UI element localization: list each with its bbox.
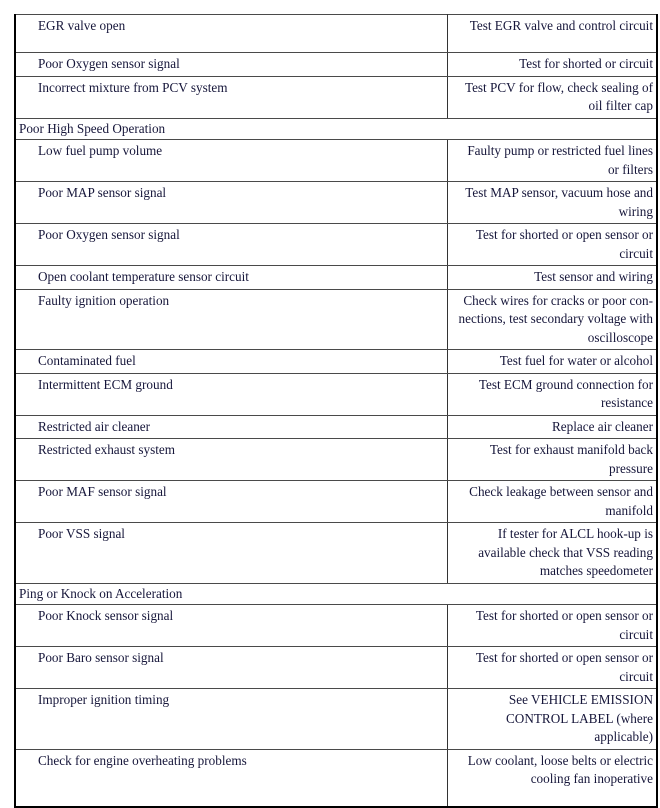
- corrective-action-cell: Test EGR valve and control circuit: [447, 15, 657, 53]
- corrective-action-cell: If tester for ALCL hook-up is available check that VSS reading matches speedometer: [447, 523, 657, 584]
- corrective-action-cell: Test MAP sensor, vacuum hose and wiring: [447, 182, 657, 224]
- table-row: [15, 689, 657, 750]
- table-row: [15, 523, 657, 584]
- table-row: [15, 415, 657, 439]
- corrective-action-cell: Test for shorted or open sensor or circuit: [447, 647, 657, 689]
- table-row: [15, 481, 657, 523]
- symptom-cell: Poor MAP sensor signal: [15, 182, 447, 224]
- table-row: [15, 647, 657, 689]
- table-row: [15, 439, 657, 481]
- symptom-cell: Poor Knock sensor signal: [15, 605, 447, 647]
- section-header-label: Ping or Knock on Acceleration: [15, 583, 657, 605]
- symptom-cell: Low fuel pump volume: [15, 140, 447, 182]
- table-row: [15, 266, 657, 290]
- corrective-action-cell: See VEHICLE EMISSION CONTROL LABEL (where applicable): [447, 689, 657, 750]
- table-row: [15, 605, 657, 647]
- diagnostic-table-body: [15, 15, 657, 807]
- corrective-action-cell: Test fuel for water or alcohol: [447, 350, 657, 374]
- symptom-cell: EGR valve open: [15, 15, 447, 53]
- corrective-action-cell: Test PCV for flow, check sealing of oil filter cap: [447, 76, 657, 118]
- diagnostic-table: [14, 14, 658, 808]
- table-row: [15, 350, 657, 374]
- corrective-action-cell: Test for shorted or open sensor or circuit: [447, 605, 657, 647]
- symptom-cell: Improper ignition timing: [15, 689, 447, 750]
- table-section-header-row: [15, 583, 657, 605]
- section-header-label: Poor High Speed Operation: [15, 118, 657, 140]
- corrective-action-cell: Faulty pump or restricted fuel lines or filters: [447, 140, 657, 182]
- symptom-cell: Poor MAF sensor signal: [15, 481, 447, 523]
- symptom-cell: Intermittent ECM ground: [15, 373, 447, 415]
- symptom-cell: Poor VSS signal: [15, 523, 447, 584]
- symptom-cell: Poor Oxygen sensor signal: [15, 53, 447, 77]
- corrective-action-cell: Test ECM ground connection for resistance: [447, 373, 657, 415]
- table-section-header-row: [15, 118, 657, 140]
- corrective-action-cell: Low coolant, loose belts or electric cooling fan inoperative: [447, 749, 657, 807]
- corrective-action-cell: Test for exhaust manifold back pressure: [447, 439, 657, 481]
- table-row: [15, 53, 657, 77]
- symptom-cell: Restricted air cleaner: [15, 415, 447, 439]
- corrective-action-cell: Replace air cleaner: [447, 415, 657, 439]
- symptom-cell: Poor Baro sensor signal: [15, 647, 447, 689]
- corrective-action-cell: Test sensor and wiring: [447, 266, 657, 290]
- symptom-cell: Contaminated fuel: [15, 350, 447, 374]
- symptom-cell: Check for engine overheating problems: [15, 749, 447, 807]
- table-row: [15, 15, 657, 53]
- table-row: [15, 749, 657, 807]
- table-row: [15, 373, 657, 415]
- corrective-action-cell: Check wires for cracks or poor con- nections, test secondary voltage with oscilloscope: [447, 289, 657, 350]
- symptom-cell: Faulty ignition operation: [15, 289, 447, 350]
- table-row: [15, 140, 657, 182]
- symptom-cell: Incorrect mixture from PCV system: [15, 76, 447, 118]
- corrective-action-cell: Test for shorted or open sensor or circuit: [447, 224, 657, 266]
- table-row: [15, 182, 657, 224]
- corrective-action-cell: Test for shorted or circuit: [447, 53, 657, 77]
- symptom-cell: Poor Oxygen sensor signal: [15, 224, 447, 266]
- symptom-cell: Open coolant temperature sensor circuit: [15, 266, 447, 290]
- corrective-action-cell: Check leakage between sensor and manifold: [447, 481, 657, 523]
- table-row: [15, 76, 657, 118]
- symptom-cell: Restricted exhaust system: [15, 439, 447, 481]
- table-row: [15, 289, 657, 350]
- table-row: [15, 224, 657, 266]
